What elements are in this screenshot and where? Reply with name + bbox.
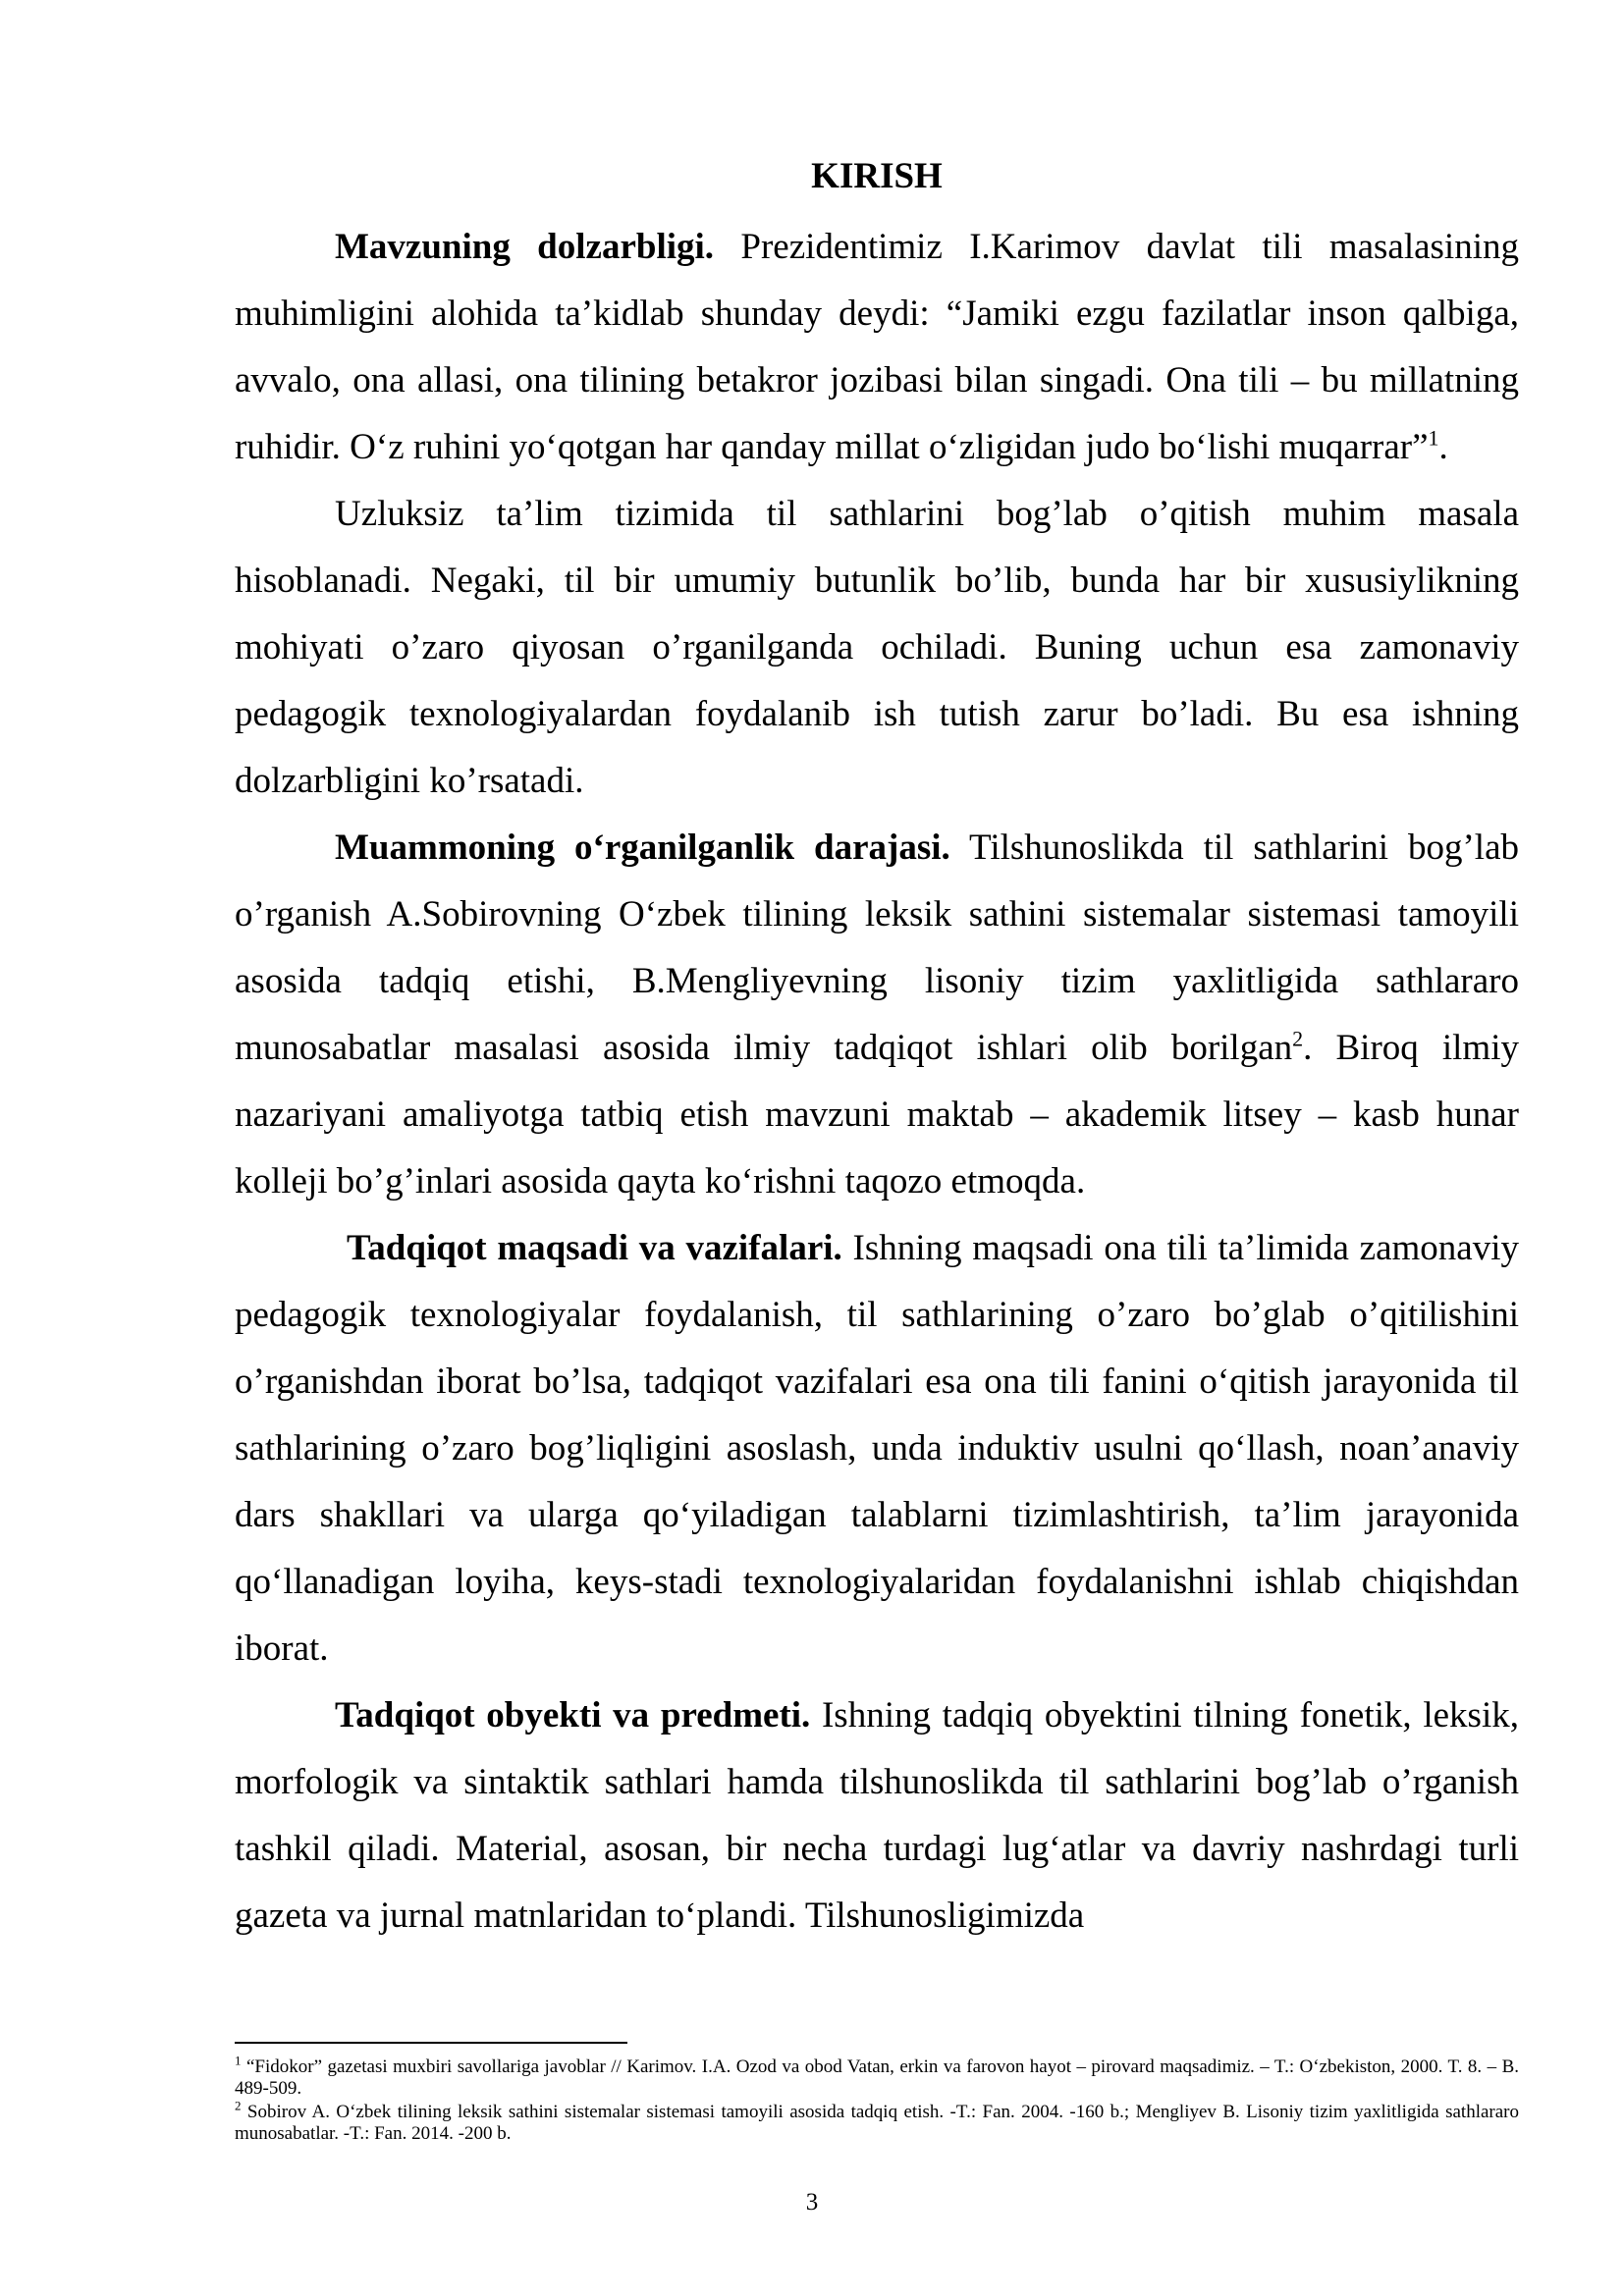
page-title: KIRISH	[811, 156, 943, 196]
paragraph-object	[235, 1682, 1519, 1949]
footnote-ref[interactable]: 2	[1292, 1026, 1304, 1051]
paragraph-text: Prezidentimiz I.Karimov davlat tili masalasining muhimligini alohida ta’kidlab shunday deydi: “Jamiki ezgu fazilatlar inson qalbiga, avvalo, ona allasi, ona tilining betakror jozibasi bilan singadi. Ona tili – bu millatning ruhidir. O‘z ruhini yo‘qotgan har qanday millat o‘zligidan judo bo‘lishi muqarrar”	[235, 227, 1519, 467]
paragraph-goals	[235, 1215, 1519, 1682]
footnote-1	[235, 2053, 1519, 2100]
paragraph-heading: Mavzuning dolzarbligi.	[335, 227, 715, 267]
footnotes	[235, 2053, 1519, 2147]
footnote-separator	[235, 2042, 627, 2044]
paragraph-text: Tilshunoslikda til sathlarini bog’lab o’rganish A.Sobirovning O‘zbek tilining leksik sathini sistemalar sistemasi tamoyili asosida tadqiq etishi, B.Mengliyevning lisoniy tizim yaxlitligida sathlararo munosabatlar masalasi asosida ilmiy tadqiqot ishlari olib borilgan	[235, 828, 1519, 1068]
page-number: 3	[805, 2189, 819, 2216]
paragraph-text: Uzluksiz ta’lim tizimida til sathlarini bog’lab o’qitish muhim masala hisoblanadi. Negaki, til bir umumiy butunlik bo’lib, bunda har bir xususiylikning mohiyati o’zaro qiyosan o’rganilganda ochiladi. Buning uchun esa zamonaviy pedagogik texnologiyalardan foydalanib ish tutish zarur bo’ladi. Bu esa ishning dolzarbligini ko’rsatadi.	[235, 494, 1519, 801]
footnote-number: 2	[235, 2098, 242, 2113]
paragraph-continuous-education	[235, 481, 1519, 815]
footnote-number: 1	[235, 2053, 242, 2068]
paragraph-tail: . Biroq ilmiy nazariyani amaliyotga tatbiq etish mavzuni maktab – akademik litsey – kasb hunar kolleji bo’g’inlari asosida qayta ko‘rishni taqozo etmoqda.	[235, 1028, 1519, 1201]
paragraph-heading: Muammoning o‘rganilganlik darajasi.	[335, 828, 950, 868]
paragraph-heading: Tadqiqot obyekti va predmeti.	[335, 1695, 811, 1735]
footnote-text: Sobirov A. O‘zbek tilining leksik sathini sistemalar sistemasi tamoyili asosida tadqiq etish. -T.: Fan. 2004. -160 b.; Mengliyev B. Lisoniy tizim yaxlitligida sathlararo munosabatlar. -T.: Fan. 2014. -200 b.	[235, 2102, 1519, 2144]
paragraph-relevance	[235, 214, 1519, 481]
paragraph-text: Ishning maqsadi ona tili ta’limida zamonaviy pedagogik texnologiyalar foydalanish, til sathlarining o’zaro bo’glab o’qitilishini o’rganishdan iborat bo’lsa, tadqiqot vazifalari esa ona tili fanini o‘qitish jarayonida til sathlarining o’zaro bog’liqligini asoslash, unda induktiv usulni qo‘llash, noan’anaviy dars shakllari va ularga qo‘yiladigan talablarni tizimlashtirish, ta’lim jarayonida qo‘llanadigan loyiha, keys-stadi texnologiyalaridan foydalanishni ishlab chiqishdan iborat.	[235, 1228, 1519, 1669]
paragraph-text: Ishning tadqiq obyektini tilning fonetik, leksik, morfologik va sintaktik sathlari hamda tilshunoslikda til sathlarini bog’lab o’rganish tashkil qiladi. Material, asosan, bir necha turdagi lug‘atlar va davriy nashrdagi turli gazeta va jurnal matnlaridan to‘plandi. Tilshunosligimizda	[235, 1695, 1519, 1936]
body-text	[235, 147, 1519, 1949]
footnote-2	[235, 2098, 1519, 2145]
paragraph-study-level	[235, 815, 1519, 1215]
footnote-text: “Fidokor” gazetasi muxbiri savollariga javoblar // Karimov. I.A. Ozod va obod Vatan, erkin va farovon hayot – pirovard maqsadimiz. – T.: O‘zbekiston, 2000. T. 8. – B. 489-509.	[235, 2056, 1519, 2099]
paragraph-heading: Tadqiqot maqsadi va vazifalari.	[347, 1228, 842, 1268]
footnote-ref[interactable]: 1	[1428, 425, 1439, 451]
paragraph-tail: .	[1438, 427, 1448, 467]
